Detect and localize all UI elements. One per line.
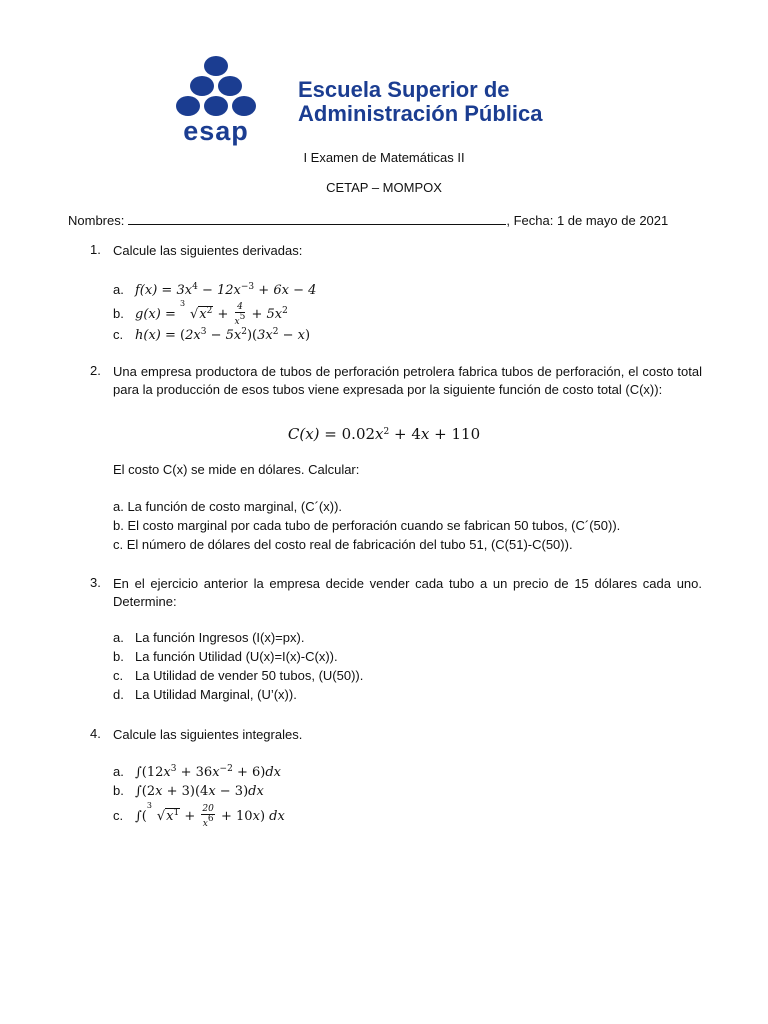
formula: $f(x) = 3x^4 - 12x^{-3} + 6x - 4$ bbox=[135, 282, 317, 298]
names-blank[interactable] bbox=[128, 212, 506, 225]
q1-item-c: c. $h(x) = (2x^3 - 5x^2)(3x^2 - x)$ bbox=[113, 327, 311, 343]
q2-item-b: b. El costo marginal por cada tubo de perforación cuando se fabrican 50 tubos, (C´(50)). bbox=[113, 518, 621, 533]
question-text: Una empresa productora de tubos de perforación petrolera fabrica tubos de perforación, el costo total para la producción de esos tubos viene expresada por la siguiente función de costo total (C(x)): bbox=[113, 364, 702, 397]
q3-item-a: a. La función Ingresos (I(x)=px). bbox=[113, 630, 305, 645]
cost-function-formula: $C(x) = 0.02x^2 + 4x + 110$ bbox=[287, 425, 481, 443]
q2-item-c: c. El número de dólares del costo real de fabricación del tubo 51, (C(51)-C(50)). bbox=[113, 537, 573, 552]
question-number: 3. bbox=[90, 575, 101, 590]
esap-logo-icon bbox=[156, 56, 276, 146]
q3-item-d: d. La Utilidad Marginal, (U’(x)). bbox=[113, 687, 297, 702]
question-number: 1. bbox=[90, 242, 101, 257]
question-number: 4. bbox=[90, 726, 101, 741]
svg-text:esap: esap bbox=[183, 116, 249, 146]
exam-subtitle: CETAP – MOMPOX bbox=[326, 180, 442, 195]
q1-item-b: b. g(x) = 3 $√x^2$ + $\frac{4}{x^5}$ + $5x^2$ bbox=[113, 299, 288, 327]
question-text: En el ejercicio anterior la empresa decide vender cada tubo a un precio de 15 dólares cada uno. Determine: bbox=[113, 576, 702, 609]
q2-item-a: a. La función de costo marginal, (C´(x)). bbox=[113, 499, 343, 514]
exam-date: , Fecha: 1 de mayo de 2021 bbox=[506, 213, 669, 228]
formula: ∫(2x + 3)(4x − 3)dx bbox=[135, 784, 264, 799]
formula: $\int(12x^3 + 36x^{-2} + 6)dx$ bbox=[135, 764, 281, 780]
question-text: Calcule las siguientes derivadas: bbox=[113, 243, 303, 258]
q1-item-a: a. $f(x) = 3x^4 - 12x^{-3} + 6x - 4$ bbox=[113, 282, 317, 298]
q4-item-c: c. ∫( 3 $√x^1$ + $\frac{20}{x^6}$ + 10x) dx bbox=[113, 801, 285, 829]
exam-title: I Examen de Matemáticas II bbox=[303, 150, 465, 165]
org-name-line2: Administración Pública bbox=[298, 101, 543, 126]
q3-item-b: b. La función Utilidad (U(x)=I(x)-C(x)). bbox=[113, 649, 338, 664]
q4-item-b: b. ∫(2x + 3)(4x − 3)dx bbox=[113, 783, 264, 799]
org-name bbox=[298, 78, 543, 126]
question-text: Calcule las siguientes integrales. bbox=[113, 727, 303, 742]
org-name-line1: Escuela Superior de bbox=[298, 77, 510, 102]
formula: ∫( 3 $√x^1$ + $\frac{20}{x^6}$ + 10x) dx bbox=[135, 801, 285, 829]
names-label: Nombres: bbox=[68, 213, 125, 228]
q2-note: El costo C(x) se mide en dólares. Calcular: bbox=[113, 462, 360, 477]
q4-item-a: a. $\int(12x^3 + 36x^{-2} + 6)dx$ bbox=[113, 764, 281, 780]
question-number: 2. bbox=[90, 363, 101, 378]
formula: $h(x) = (2x^3 - 5x^2)(3x^2 - x)$ bbox=[135, 327, 311, 343]
formula: g(x) = 3 $√x^2$ + $\frac{4}{x^5}$ + $5x^2$ bbox=[135, 299, 288, 327]
q3-item-c: c. La Utilidad de vender 50 tubos, (U(50)). bbox=[113, 668, 364, 683]
names-date-line bbox=[68, 212, 668, 228]
